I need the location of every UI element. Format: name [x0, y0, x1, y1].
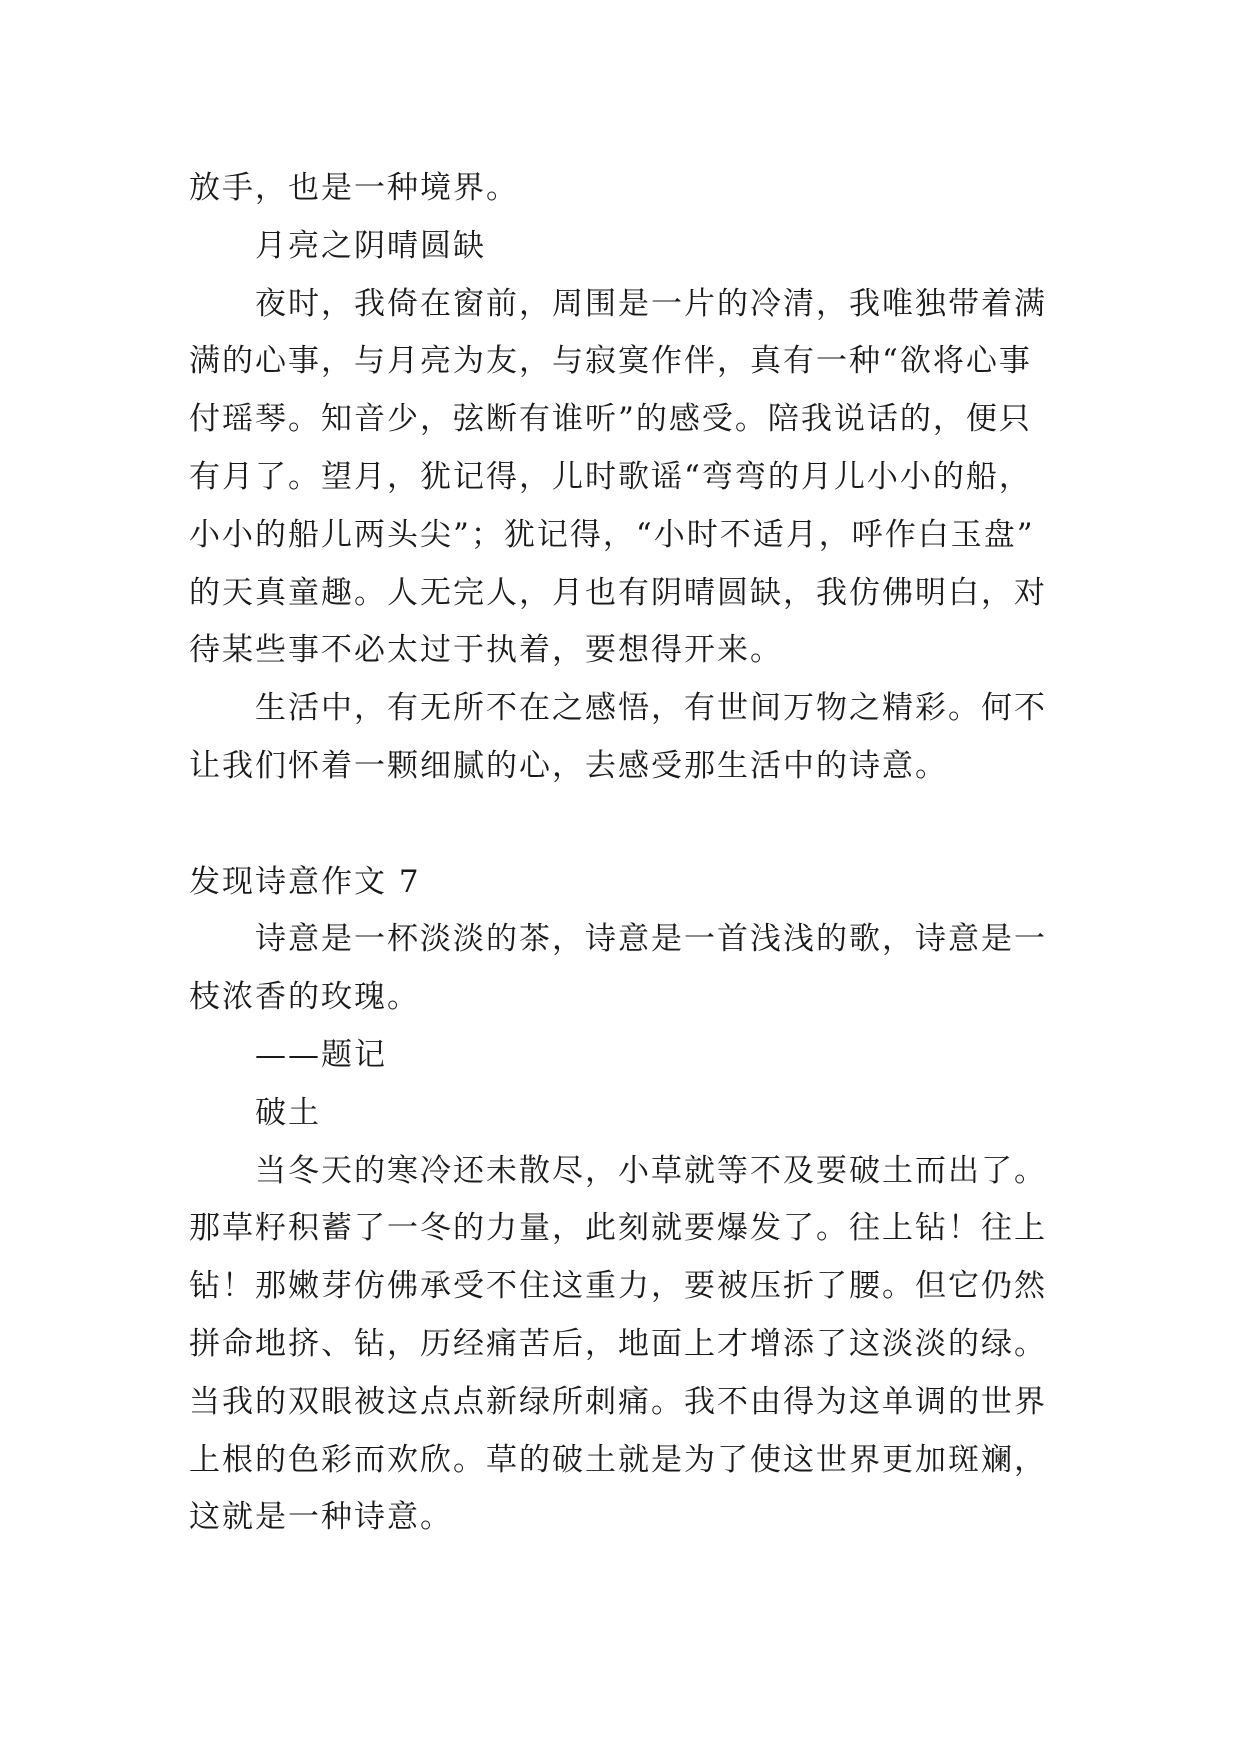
paragraph-line: 当我的双眼被这点点新绿所刺痛。我不由得为这单调的世界 [189, 1383, 1047, 1420]
paragraph-line: 枝浓香的玫瑰。 [189, 979, 420, 1016]
paragraph-line: 生活中，有无所不在之感悟，有世间万物之精彩。何不 [255, 690, 1047, 727]
paragraph-line: 付瑶琴。知音少，弦断有谁听”的感受。陪我说话的，便只 [189, 401, 1032, 438]
section-spacer [189, 796, 1059, 854]
paragraph-line: 上根的色彩而欢欣。草的破土就是为了使这世界更加斑斓， [189, 1441, 1047, 1478]
paragraph-line: 让我们怀着一颗细腻的心，去感受那生活中的诗意。 [189, 747, 948, 784]
paragraph-line: 的天真童趣。人无完人，月也有阴晴圆缺，我仿佛明白，对 [189, 574, 1047, 611]
document-body [189, 160, 1059, 1547]
paragraph-line: 夜时，我倚在窗前，周围是一片的冷清，我唯独带着满 [255, 285, 1047, 322]
paragraph-line: 有月了。望月，犹记得，儿时歌谣“弯弯的月儿小小的船， [189, 458, 1032, 495]
paragraph-line: 满的心事，与月亮为友，与寂寞作伴，真有一种“欲将心事 [189, 343, 1032, 380]
paragraph-line: 这就是一种诗意。 [189, 1499, 453, 1536]
paragraph-line: 小小的船儿两头尖”；犹记得，“小时不适月，呼作白玉盘” [189, 516, 1035, 553]
paragraph-line: 拼命地挤、钻，历经痛苦后，地面上才增添了这淡淡的绿。 [189, 1325, 1047, 1362]
paragraph-line: 那草籽积蓄了一冬的力量，此刻就要爆发了。往上钻！往上 [189, 1210, 1047, 1247]
epigraph-attribution: ——题记 [255, 1036, 387, 1073]
paragraph-line: 当冬天的寒冷还未散尽，小草就等不及要破土而出了。 [255, 1152, 1047, 1189]
paragraph-line: 放手，也是一种境界。 [189, 170, 519, 206]
paragraph-line: 待某些事不必太过于执着，要想得开来。 [189, 632, 783, 669]
paragraph-line: 钻！那嫩芽仿佛承受不住这重力，要被压折了腰。但它仍然 [189, 1268, 1047, 1305]
paragraph-line: 诗意是一杯淡淡的茶，诗意是一首浅浅的歌，诗意是一 [255, 921, 1047, 958]
section-title: 发现诗意作文 7 [189, 863, 421, 900]
subheading-potu: 破土 [255, 1094, 321, 1131]
subheading-moon: 月亮之阴晴圆缺 [255, 227, 486, 264]
